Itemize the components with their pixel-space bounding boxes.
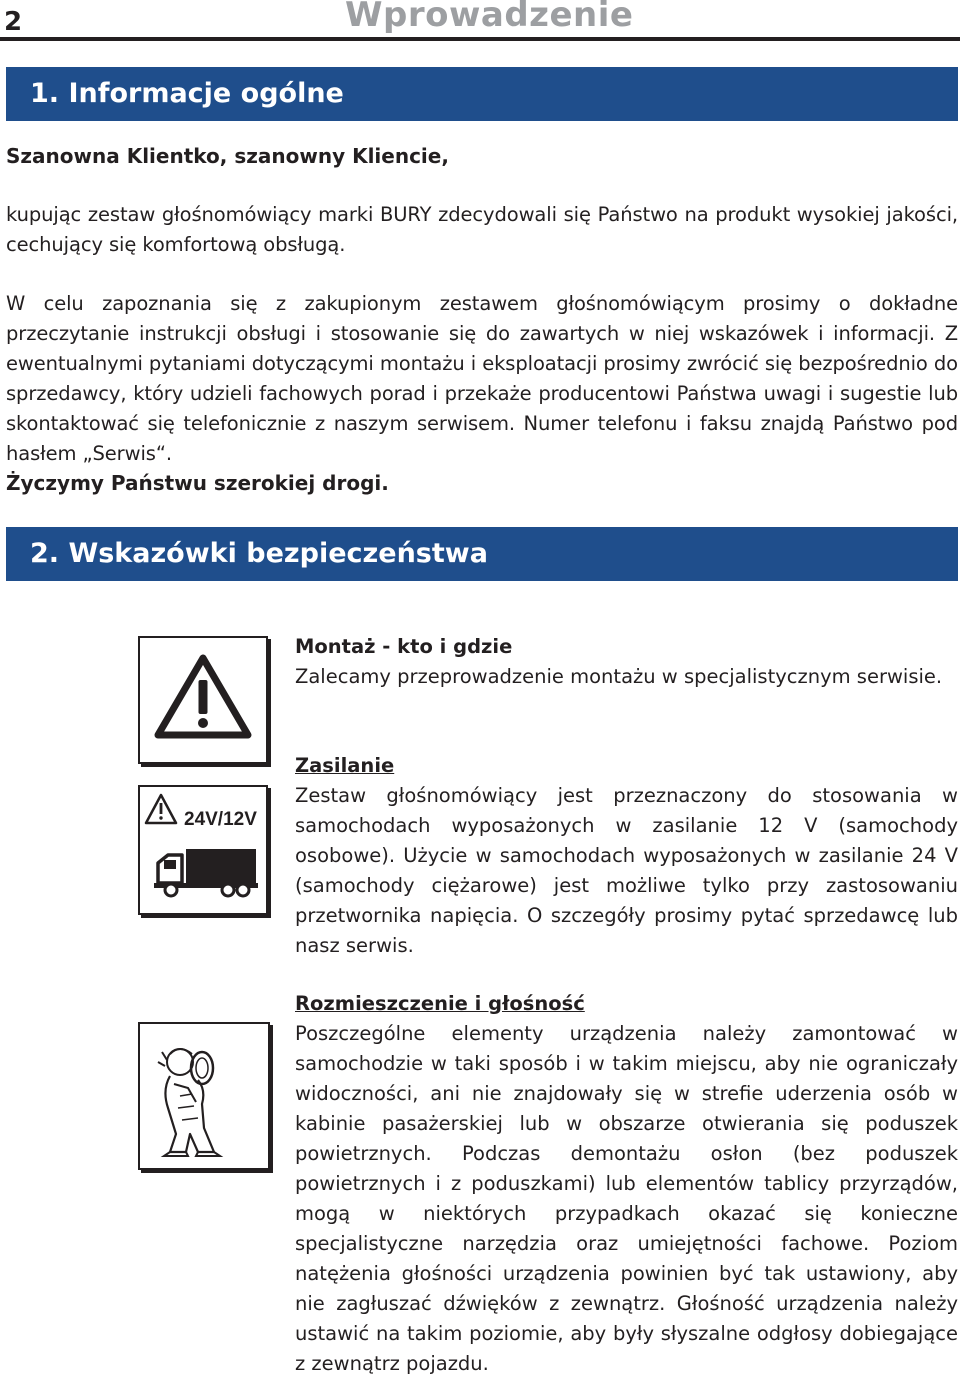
- warning-triangle-icon: [138, 636, 268, 764]
- chapter-title: Wprowadzenie: [345, 0, 634, 35]
- section-title: 1. Informacje ogólne: [30, 78, 344, 109]
- intro-paragraph: kupując zestaw głośnomówiący marki BURY zdecydowali się Państwo na produkt wysokiej jakości, cechujący się komfortową obsługą.: [6, 203, 958, 256]
- safety-item-title: Zasilanie: [295, 754, 395, 777]
- header-divider: [0, 37, 960, 41]
- safety-item-title: Montaż - kto i gdzie: [295, 635, 513, 658]
- section-banner-general-info: [6, 67, 958, 121]
- truck-voltage-graphic: [140, 787, 266, 913]
- safety-item-title: Rozmieszczenie i głośność: [295, 992, 585, 1015]
- page-number: 2: [4, 7, 23, 37]
- warning-triangle-graphic: [140, 638, 266, 762]
- section-banner-safety: [6, 527, 958, 581]
- section-title: 2. Wskazówki bezpieczeństwa: [30, 538, 488, 569]
- listening-person-graphic: [140, 1024, 268, 1168]
- instructions-paragraph: W celu zapoznania się z zakupionym zestawem głośnomówiącym prosimy o dokładne przeczytanie instrukcji obsługi i stosowanie się do zawartych w niej wskazówek i informacji. Z ewentualnymi pytaniami dotyczącymi montażu i eksploatacji prosimy zwrócić się bezpośrednio do sprzedawcy, który udzieli fachowych porad i przekaże producentowi Państwa uwagi i sugestie lub skontaktować się telefonicznie z naszym serwisem. Numer telefonu i faksu znajdą Państwo pod hasłem „Serwis“.: [6, 292, 958, 465]
- safety-item-text: Zalecamy przeprowadzenie montażu w specjalistycznym serwisie.: [295, 665, 943, 688]
- greeting: Szanowna Klientko, szanowny Kliencie,: [6, 144, 449, 168]
- closing-wish: Życzymy Państwu szerokiej drogi.: [6, 471, 389, 495]
- listening-person-icon: [138, 1022, 270, 1170]
- safety-item-text: Poszczególne elementy urządzenia należy zamontować w samochodzie w taki sposób i w takim miejscu, aby nie ograniczały widoczności, ani nie znajdowały się w strefie uderzenia osób w kabinie pasażerskiej lub w obszarze otwierania się poduszek powietrznych. Podczas demontażu osłon (bez poduszek powietrznych i z poduszkami) lub elementów tablicy przyrządów, mogą w niektórych przypadkach okazać się konieczne specjalistyczne narzędzia oraz umiejętności fachowe. Poziom natężenia głośności urządzenia powinien być tak ustawiony, aby nie zagłuszać dźwięków z zewnątrz. Głośność urządzenia należy ustawić na takim poziomie, aby były słyszalne odgłosy dobiegające z zewnątrz pojazdu.: [295, 1022, 958, 1375]
- truck-voltage-icon: [138, 785, 268, 915]
- safety-item-text: Zestaw głośnomówiący jest przeznaczony do stosowania w samochodach wyposażonych w zasilanie 12 V (samochody osobowe). Użycie w samochodach wyposażonych w zasilanie 24 V (samochody ciężarowe) jest możliwe tylko przy zastosowaniu przetwornika napięcia. O szczegóły prosimy pytać sprzedawcę lub nasz serwis.: [295, 784, 958, 957]
- voltage-label: 24V/12V: [184, 809, 257, 830]
